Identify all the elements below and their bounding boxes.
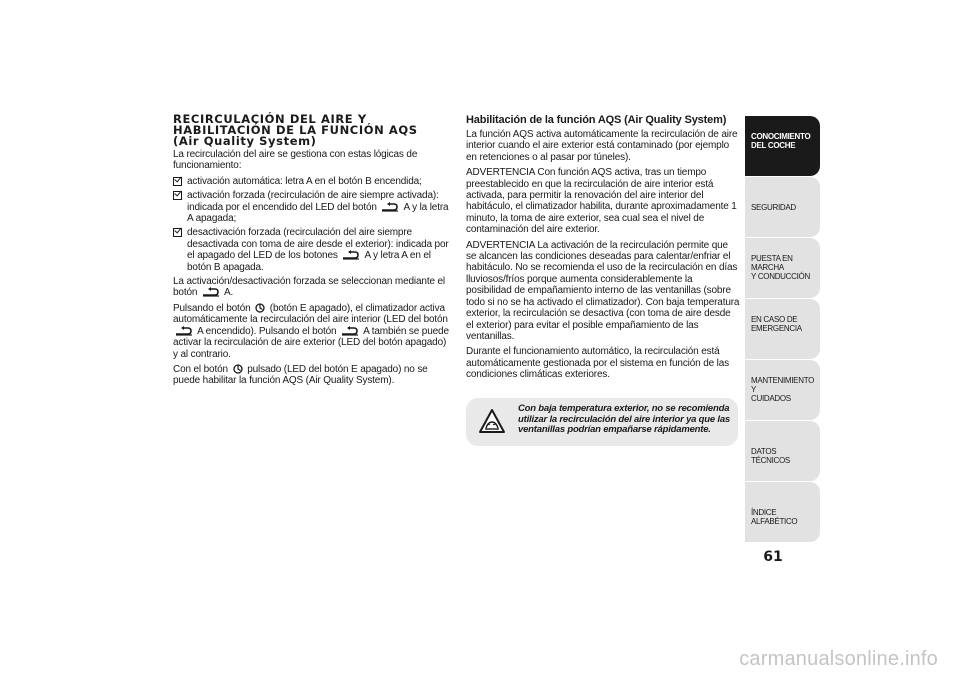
tab-label-line2: DEL COCHE — [751, 141, 796, 150]
middle-column — [466, 114, 740, 385]
section-title-line3: (Air Quality System) — [173, 134, 317, 148]
tab-puesta-en-marcha[interactable] — [745, 238, 820, 298]
para3-text-b: pulsado (LED del botón E apagado) no se puede habilitar la función AQS (Air Quality System). — [173, 363, 428, 387]
subsection-title: Habilitación de la función AQS (Air Quality System) — [466, 114, 727, 126]
auto-paragraph: Durante el funcionamiento automático, la recirculación está automáticamente gestionada por el sistema en función de las condiciones climáticas exteriores. — [466, 346, 729, 381]
climate-button-icon — [255, 303, 265, 313]
tab-label-line1: MANTENIMIENTO Y — [751, 376, 815, 394]
tab-label-line1: EN CASO DE — [751, 315, 798, 324]
para1-text-b: A. — [224, 287, 234, 299]
list-item — [173, 176, 453, 187]
paragraph-aqs-disabled — [173, 364, 453, 387]
para1-text-a: La activación/desactivación forzada se seleccionan mediante el botón — [173, 276, 445, 299]
tab-en-caso-de-emergencia[interactable] — [745, 299, 820, 359]
warning-text: Con baja temperatura exterior, no se recomienda utilizar la recirculación del aire interior ya que las ventanillas podrían empañarse rápidamente. — [518, 403, 731, 435]
recirculation-icon — [381, 202, 399, 212]
watermark: carmanualsonline.info — [739, 648, 938, 670]
recirculation-icon — [175, 326, 193, 336]
bullet1-text: activación automática: letra A en el botón B encendida; — [187, 175, 422, 187]
tab-label-line2: EMERGENCIA — [751, 324, 802, 333]
intro-paragraph: La recirculación del aire se gestiona con estas lógicas de funcionamiento: — [173, 149, 418, 172]
para2-text-b: (botón E apagado), el climatizador activa automáticamente la recirculación del aire interior (LED del botón — [173, 302, 448, 326]
bullet3-text-b: A y letra A en el botón B apagada. — [187, 250, 431, 273]
paragraph-auto-button — [173, 303, 453, 360]
bullet2-text-b: A y la letra A apagada; — [187, 201, 449, 225]
tab-datos-tecnicos[interactable] — [745, 421, 820, 481]
checkbox-bullet-icon — [173, 191, 182, 200]
list-item — [173, 190, 453, 224]
section-title-line2: HABILITACIÓN DE LA FUNCIÓN AQS — [173, 123, 418, 137]
bullet3-text-a: desactivación forzada (recirculación del aire siempre desactivada con toma de aire desde el exterior): indicada por el apagado del LED de los botones — [187, 227, 449, 262]
tab-seguridad[interactable] — [745, 177, 820, 237]
checkbox-bullet-icon — [173, 177, 182, 186]
advertencia-paragraph: ADVERTENCIA La activación de la recirculación permite que se alcancen las condiciones deseadas para calentar/enfriar el habitáculo. No se recomienda el uso de la recirculación en días lluviosos/fríos porque aumenta considerablemente la posibilidad de empañamiento interno de las ventanillas (sobre todo si no se ha activado el climatizador). Con baja temperatura exterior, la recirculación se desactiva (con toma de aire desde el exterior) para evitar el posible empañamiento de las ventanillas. — [466, 239, 740, 342]
aqs-paragraph: La función AQS activa automáticamente la recirculación de aire interior cuando el aire exterior está contaminado (por ejemplo en retenciones o al pasar por túneles). — [466, 129, 738, 163]
recirculation-icon — [341, 326, 359, 336]
tab-mantenimiento[interactable] — [745, 360, 820, 420]
climate-button-icon — [233, 364, 243, 374]
list-item — [173, 227, 453, 273]
checkbox-bullet-icon — [173, 228, 182, 237]
tab-label-line1: CONOCIMIENTO — [751, 132, 811, 141]
para3-text-a: Con el botón — [173, 363, 228, 375]
logic-list — [173, 176, 453, 273]
advertencia-paragraph: ADVERTENCIA Con función AQS activa, tras un tiempo preestablecido en que la recirculación de aire interior está activada, para permitir la renovación del aire interior del habitáculo, el climatizador habilita, durante aproximadamente 1 minuto, la toma de aire exterior, sea cual sea el nivel de contaminación del aire exterior. — [466, 167, 737, 236]
tab-label-line1: ÍNDICE ALFABÉTICO — [751, 508, 798, 526]
warning-triangle-icon — [478, 408, 506, 434]
page-number: 61 — [763, 549, 783, 565]
tab-label-line1: PUESTA EN MARCHA — [751, 254, 793, 272]
recirculation-icon — [202, 287, 220, 297]
section-title-line1: RECIRCULACIÓN DEL AIRE Y — [173, 112, 367, 126]
section-title — [173, 114, 453, 147]
left-column — [173, 114, 453, 391]
tab-conocimiento-del-coche[interactable] — [745, 116, 820, 176]
tab-indice-alfabetico[interactable] — [745, 482, 820, 542]
tab-label-line2: Y CONDUCCIÓN — [751, 272, 810, 281]
paragraph-forced-selection — [173, 276, 453, 299]
para2-text-d: A también se puede activar la recirculación de aire exterior (LED del botón apagado) y al contrario. — [173, 325, 449, 360]
tab-label-line1: DATOS TÉCNICOS — [751, 447, 790, 465]
warning-box — [466, 398, 738, 446]
recirculation-icon — [342, 250, 360, 260]
tab-label-line1: SEGURIDAD — [751, 203, 796, 212]
para2-text-c: A encendido). Pulsando el botón — [197, 325, 337, 337]
para2-text-a: Pulsando el botón — [173, 302, 251, 314]
tab-label-line2: CUIDADOS — [751, 394, 791, 403]
bullet2-text-a: activación forzada (recirculación de aire siempre activada): indicada por el encendido del LED del botón — [187, 190, 439, 213]
